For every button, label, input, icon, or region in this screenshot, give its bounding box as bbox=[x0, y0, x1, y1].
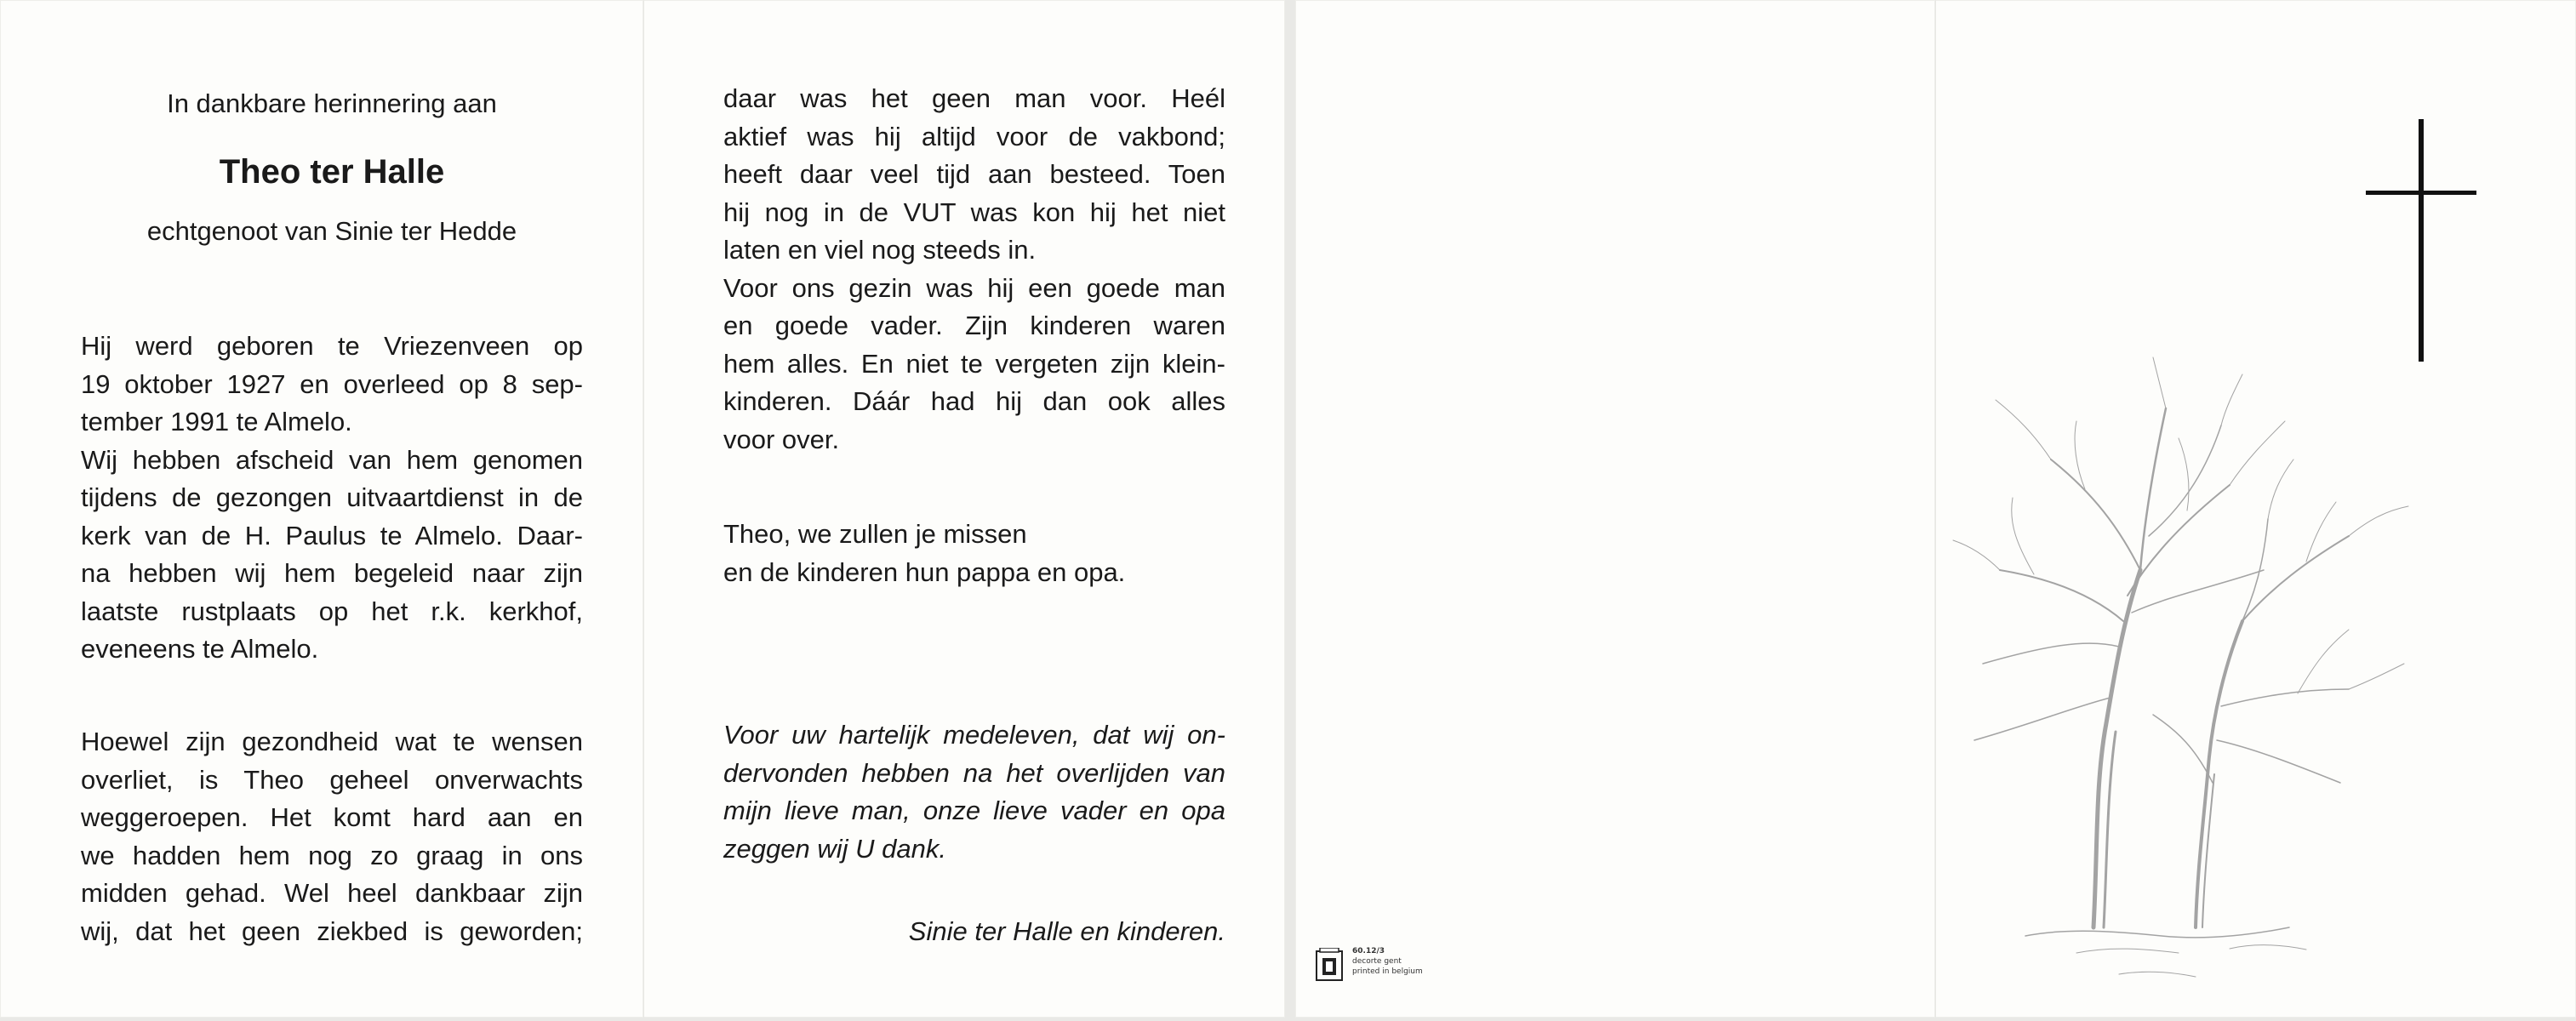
text-line: hij nog in de VUT was kon hij het niet bbox=[723, 197, 1225, 227]
printer-mark bbox=[1315, 946, 1485, 989]
inside-card bbox=[0, 0, 1285, 1018]
center-fold bbox=[643, 0, 644, 1018]
text-line: na hebben wij hem begeleid naar zijn bbox=[81, 558, 583, 588]
text-line: dervonden hebben na het overlijden van bbox=[723, 757, 1225, 788]
text-line: kinderen. Dáár had hij dan ook alles bbox=[723, 386, 1225, 416]
printer-text bbox=[1352, 946, 1423, 977]
printer-origin: printed in belgium bbox=[1352, 967, 1423, 976]
text-line: zeggen wij U dank. bbox=[723, 833, 946, 864]
text-line: aktief was hij altijd voor de vakbond; bbox=[723, 121, 1225, 151]
text-line: wij, dat het geen ziekbed is geworden; bbox=[81, 915, 583, 946]
text-line: Hoewel zijn gezondheid wat te wensen bbox=[81, 727, 583, 756]
text-line: tijdens de gezongen uitvaartdienst in de bbox=[81, 482, 583, 512]
printer-logo-icon bbox=[1315, 948, 1345, 982]
text-line: en goede vader. Zijn kinderen waren bbox=[723, 311, 1225, 340]
signature: Sinie ter Halle en kinderen. bbox=[908, 916, 1225, 946]
text-line: weggeroepen. Het komt hard aan en bbox=[81, 802, 583, 832]
cross-icon bbox=[2366, 119, 2476, 366]
text-line: Theo, we zullen je missen bbox=[723, 519, 1027, 549]
biography-paragraph bbox=[81, 328, 583, 669]
text-line: en de kinderen hun pappa en opa. bbox=[723, 556, 1126, 587]
spouse-text: echtgenoot van Sinie ter Hedde bbox=[146, 216, 517, 246]
text-line: overliet, is Theo geheel onverwachts bbox=[81, 764, 583, 795]
tree-illustration bbox=[1949, 340, 2425, 1004]
text-line: laatste rustplaats op het r.k. kerkhof, bbox=[81, 596, 583, 626]
text-line: voor over. bbox=[723, 424, 840, 454]
printer-code: 60.12/3 bbox=[1352, 947, 1385, 955]
farewell-paragraph bbox=[723, 516, 1225, 591]
center-fold bbox=[1934, 0, 1936, 1018]
character-paragraph bbox=[723, 80, 1225, 459]
printer-name: decorte gent bbox=[1352, 957, 1402, 966]
text-line: kerk van de H. Paulus te Almelo. Daar- bbox=[81, 520, 583, 550]
text-line: Wij hebben afscheid van hem genomen bbox=[81, 444, 583, 475]
health-paragraph bbox=[81, 723, 583, 950]
text-line: daar was het geen man voor. Heél bbox=[723, 83, 1225, 113]
text-line: midden gehad. Wel heel dankbaar zijn bbox=[81, 878, 583, 908]
text-line: Voor ons gezin was hij een goede man bbox=[723, 272, 1225, 303]
text-line: heeft daar veel tijd aan besteed. Toen bbox=[723, 159, 1225, 189]
text-line: eveneens te Almelo. bbox=[81, 634, 319, 664]
intro-text: In dankbare herinnering aan bbox=[167, 88, 497, 118]
thanks-paragraph bbox=[723, 716, 1225, 868]
deceased-name: Theo ter Halle bbox=[219, 153, 445, 191]
text-line: hem alles. En niet te vergeten zijn klein- bbox=[723, 348, 1225, 379]
text-line: mijn lieve man, onze lieve vader en opa bbox=[723, 796, 1225, 825]
text-line: Voor uw hartelijk medeleven, dat wij on- bbox=[723, 720, 1225, 750]
text-line: laten en viel nog steeds in. bbox=[723, 235, 1037, 265]
text-line: Hij werd geboren te Vriezenveen op bbox=[81, 331, 583, 361]
text-line: 19 oktober 1927 en overleed op 8 sep- bbox=[81, 368, 583, 399]
text-line: tember 1991 te Almelo. bbox=[81, 407, 352, 436]
text-line: we hadden hem nog zo graag in ons bbox=[81, 840, 583, 870]
